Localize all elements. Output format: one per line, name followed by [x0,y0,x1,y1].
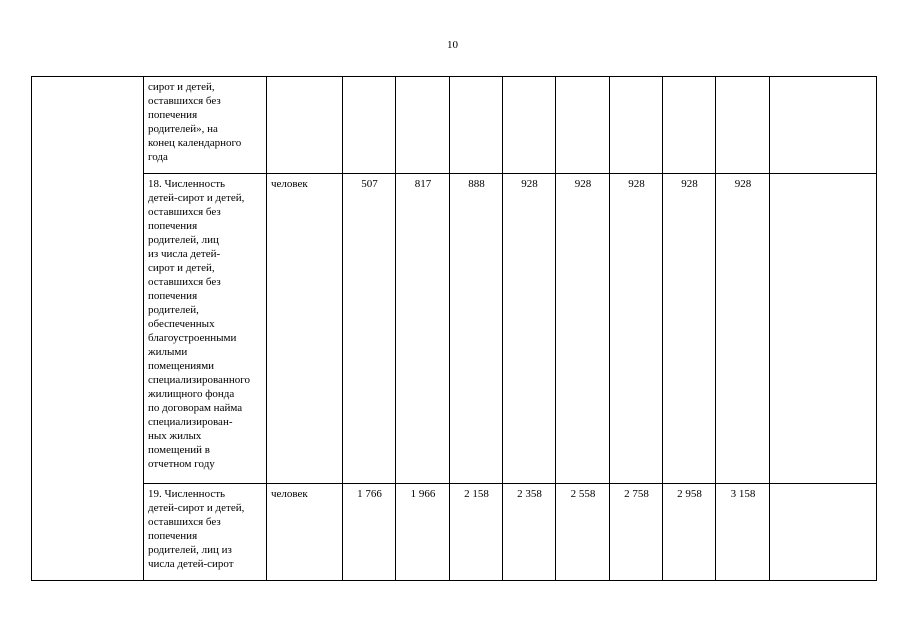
value-cell: 2 758 [610,484,663,581]
table-row [32,77,877,174]
value-cell: 928 [663,174,716,484]
value-cell: 888 [450,174,503,484]
value-cell [716,77,770,174]
value-cell: 2 158 [450,484,503,581]
value-cell: 2 358 [503,484,556,581]
value-cell: 928 [610,174,663,484]
notes-cell [770,484,877,581]
value-cell: 507 [343,174,396,484]
value-cell: 1 966 [396,484,450,581]
value-cell: 2 558 [556,484,610,581]
unit-cell: человек [267,174,343,484]
page-number: 10 [447,39,458,51]
unit-cell: человек [267,484,343,581]
indicators-table [31,76,877,581]
value-cell [503,77,556,174]
indicator-cell: сирот и детей, оставшихся без попечения родителей», на конец календарного года [144,77,267,174]
value-cell [556,77,610,174]
notes-cell [770,174,877,484]
table-row [32,484,877,581]
value-cell [663,77,716,174]
value-cell [610,77,663,174]
indicator-cell: 19. Численность детей-сирот и детей, оставшихся без попечения родителей, лиц из числа детей-сирот [144,484,267,581]
value-cell: 2 958 [663,484,716,581]
indicator-cell: 18. Численность детей-сирот и детей, оставшихся без попечения родителей, лиц из числа детей- сирот и детей, оставшихся без попечения родителей, обеспеченных благоустроенными жилыми помещениями специализированного жилищного фонда по договорам найма специализирован- ных жилых помещений в отчетном году [144,174,267,484]
value-cell: 928 [556,174,610,484]
value-cell [396,77,450,174]
value-cell [450,77,503,174]
merged-number-cell [32,77,144,581]
value-cell: 817 [396,174,450,484]
unit-cell [267,77,343,174]
value-cell: 928 [503,174,556,484]
value-cell: 3 158 [716,484,770,581]
value-cell: 928 [716,174,770,484]
notes-cell [770,77,877,174]
value-cell: 1 766 [343,484,396,581]
table-row [32,174,877,484]
value-cell [343,77,396,174]
